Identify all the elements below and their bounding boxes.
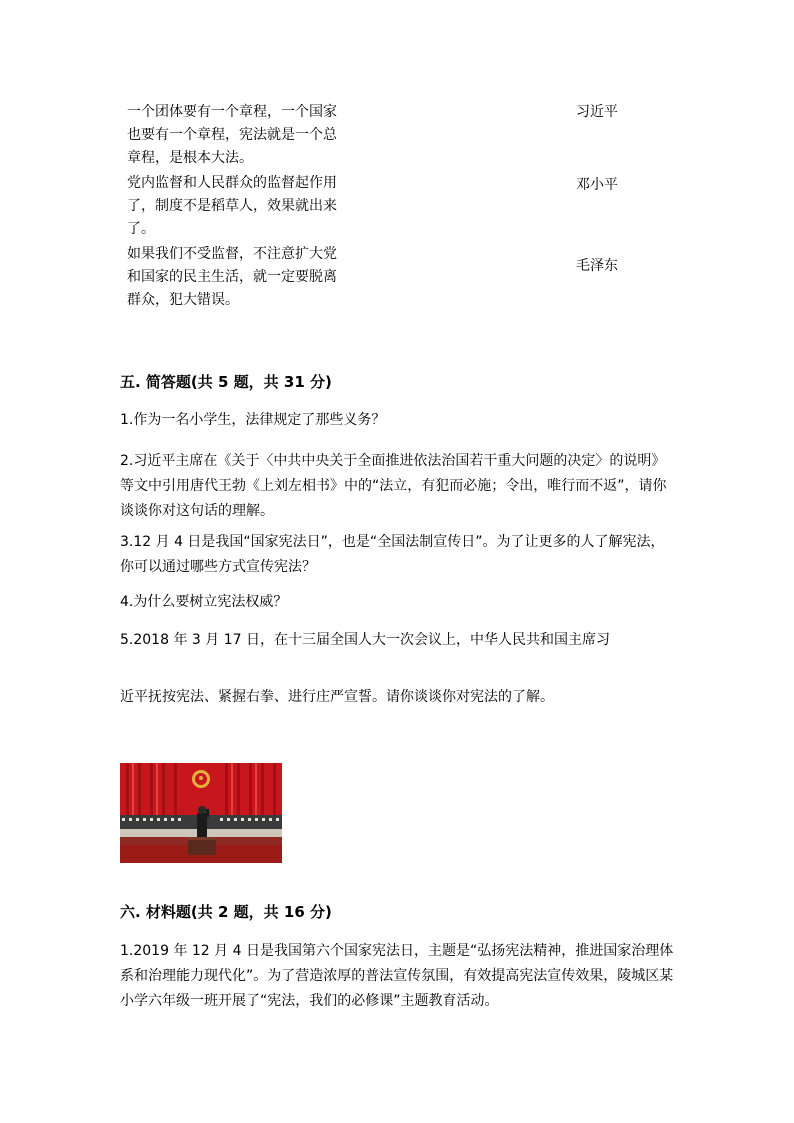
question-item: [120, 530, 676, 580]
question-continuation: 近平抚按宪法、紧握右拳、进行庄严宣誓。请你谈谈你对宪法的了解。: [120, 689, 554, 705]
section-title-material: 六. 材料题(共 2 题，共 16 分): [120, 903, 332, 921]
matching-row-2: [127, 172, 647, 242]
author-name: 邓小平: [576, 177, 618, 193]
quote-text: 党内监督和人民群众的监督起作用了，制度不是稻草人，效果就出来了。: [127, 175, 337, 237]
question-number: 2.: [120, 453, 134, 469]
matching-row-1: [127, 101, 647, 171]
question-number: 1.: [120, 943, 134, 959]
quote-text: 一个团体要有一个章程，一个国家也要有一个章程，宪法就是一个总章程，是根本大法。: [127, 104, 337, 166]
author-name: 毛泽东: [576, 258, 618, 274]
author-name: 习近平: [576, 104, 618, 120]
question-item: [120, 590, 676, 615]
question-item: [120, 939, 676, 1014]
question-text: 2019 年 12 月 4 日是我国第六个国家宪法日，主题是“弘扬宪法精神，推进国家治理体系和治理能力现代化”。为了营造浓厚的普法宣传氛围，有效提高宪法宣传效果，陵城区某小学六年级一班开展了“宪法，我们的必修课”主题教育活动。: [120, 943, 674, 1009]
question-number: 3.: [120, 534, 134, 550]
question-number: 4.: [120, 594, 134, 610]
question-text: 为什么要树立宪法权威？: [133, 594, 288, 610]
section-title-short-answer: 五. 简答题(共 5 题，共 31 分): [120, 373, 332, 391]
question-text: 2018 年 3 月 17 日，在十三届全国人大一次会议上，中华人民共和国主席习: [133, 632, 610, 648]
matching-row-3: [127, 243, 647, 313]
question-item: [120, 408, 676, 433]
quote-text: 如果我们不受监督，不注意扩大党和国家的民主生活，就一定要脱离群众，犯大错误。: [127, 246, 337, 308]
question-text: 习近平主席在《关于〈中共中央关于全面推进依法治国若干重大问题的决定〉的说明》等文中引用唐代王勃《上刘左相书》中的“法立，有犯而必施；令出，唯行而不返”，请你谈谈你对这句话的理解。: [120, 453, 667, 519]
question-item: [120, 628, 676, 653]
ceremony-illustration: [120, 763, 282, 863]
oath-ceremony-photo: [120, 763, 282, 863]
question-number: 5.: [120, 632, 134, 648]
question-item: [120, 449, 676, 524]
question-number: 1.: [120, 412, 134, 428]
question-text: 12 月 4 日是我国“国家宪法日”，也是“全国法制宣传日”。为了让更多的人了解宪法，你可以通过哪些方式宣传宪法？: [120, 534, 665, 575]
question-text: 作为一名小学生，法律规定了那些义务？: [133, 412, 386, 428]
